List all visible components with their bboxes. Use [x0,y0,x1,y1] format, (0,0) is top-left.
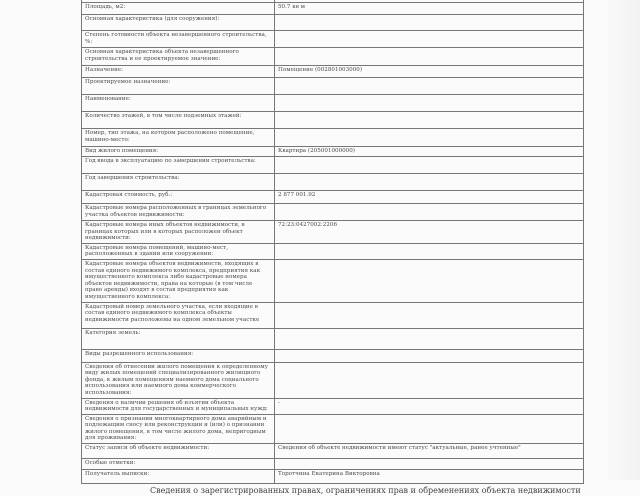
table-row [82,48,584,66]
field-label: Кадастровая стоимость, руб.: [82,191,275,204]
field-label: Проектируемое назначение: [82,78,275,95]
table-row [82,459,584,470]
table-row [82,204,584,221]
field-label: Год ввода в эксплуатацию по завершении строительства: [82,157,275,174]
table-row [82,95,584,112]
field-value: 2 877 001.92 [275,191,584,204]
field-value [275,328,584,349]
table-row [82,259,584,302]
field-label: Кадастровый номер земельного участка, если входящие в состав единого недвижимого комплекса объекты недвижимости расположены на одном земельном участке [82,302,275,328]
field-value [275,243,584,259]
field-label: Кадастровые номера помещений, машино-мест, расположенных в здании или сооружении: [82,243,275,259]
table-row [82,470,584,484]
field-value [275,302,584,328]
table-row [82,191,584,204]
field-value [275,259,584,302]
field-value [275,459,584,470]
field-value: 50.7 кв м [275,3,584,15]
field-value: Помещение (002801003000) [275,66,584,78]
table-row [82,78,584,95]
table-row [82,147,584,157]
field-value: - [275,398,584,414]
field-label: Номер, тип этажа, на котором расположено помещение, машино-место: [82,129,275,147]
field-value: 72:23:0427002:2206 [275,221,584,244]
field-value: Сведения об объекте недвижимости имеют статус "актуальные, ранее учтенные" [275,444,584,459]
field-label: Получатель выписки: [82,470,275,484]
property-extract-table [81,0,584,496]
table-row [82,174,584,191]
table-row [82,157,584,174]
field-label: Основная характеристика (для сооружения): [82,15,275,31]
table-row [82,31,584,48]
field-label: Сведения о признании многоквартирного дома аварийным и подлежащим сносу или реконструкции и (или) о признании жилого помещения, в том числе жилого дома, непригодным для проживания: [82,414,275,443]
field-label: Степень готовности объекта незавершенного строительства, %: [82,31,275,48]
table-row [82,221,584,244]
field-label: Кадастровые номера расположенных в границах земельного участка объектов недвижимости: [82,204,275,221]
field-value [275,129,584,147]
table-row [82,243,584,259]
field-value [275,15,584,31]
field-value: Квартира (205001000000) [275,147,584,157]
table-row [82,444,584,459]
table-row [82,129,584,147]
field-value [275,31,584,48]
field-label: Категория земель: [82,328,275,349]
scan-edge [600,0,640,480]
field-label: Кадастровые номера объектов недвижимости, входящих в состав единого недвижимого комплекса, предприятия как имущественного комплекса либо кадастровые номера объектов недвижимости, права на которые (в том числе право аренды) входят в состав предприятия как имущественного комплекса: [82,259,275,302]
field-label: Вид жилого помещения: [82,147,275,157]
table-row [82,15,584,31]
table-row [82,112,584,129]
field-label: Год завершения строительства: [82,174,275,191]
field-value [275,204,584,221]
table-row [82,302,584,328]
field-value [275,349,584,362]
field-label: Количество этажей, в том числе подземных этажей: [82,112,275,129]
table-row [82,349,584,362]
field-value [275,78,584,95]
table-row [82,362,584,398]
field-label: Основная характеристика объекта незавершенного строительства и ее проектируемое значение: [82,48,275,66]
table-row [82,414,584,443]
field-value [275,414,584,443]
table-row [82,3,584,15]
field-value [275,174,584,191]
field-label: Особые отметки: [82,459,275,470]
table-row [82,398,584,414]
field-label: Виды разрешенного использования: [82,349,275,362]
field-label: Кадастровые номера иных объектов недвижимости, в границах которых или в которых расположен объект недвижимости: [82,221,275,244]
field-value [275,95,584,112]
section-heading: Сведения о зарегистрированных правах, ограничениях прав и обременениях объекта недвижимости [150,486,581,496]
field-value [275,362,584,398]
table-row [82,328,584,349]
field-label: Наименование: [82,95,275,112]
field-label: Сведения об отнесении жилого помещения к определенному виду жилых помещений специализированного жилищного фонда, к жилым помещениям наемного дома социального использования или наемного дома коммерческого использования: [82,362,275,398]
field-label: Статус записи об объекте недвижимости: [82,444,275,459]
field-value [275,112,584,129]
field-label: Назначение: [82,66,275,78]
table-row [82,66,584,78]
field-value [275,157,584,174]
field-value: Тоpотчина Екатерина Викторовна [275,470,584,484]
field-label: Сведения о наличии решения об изъятии объекта недвижимости для государственных и муниципальных нужд: [82,398,275,414]
field-value [275,48,584,66]
field-label: Площадь, м2: [82,3,275,15]
